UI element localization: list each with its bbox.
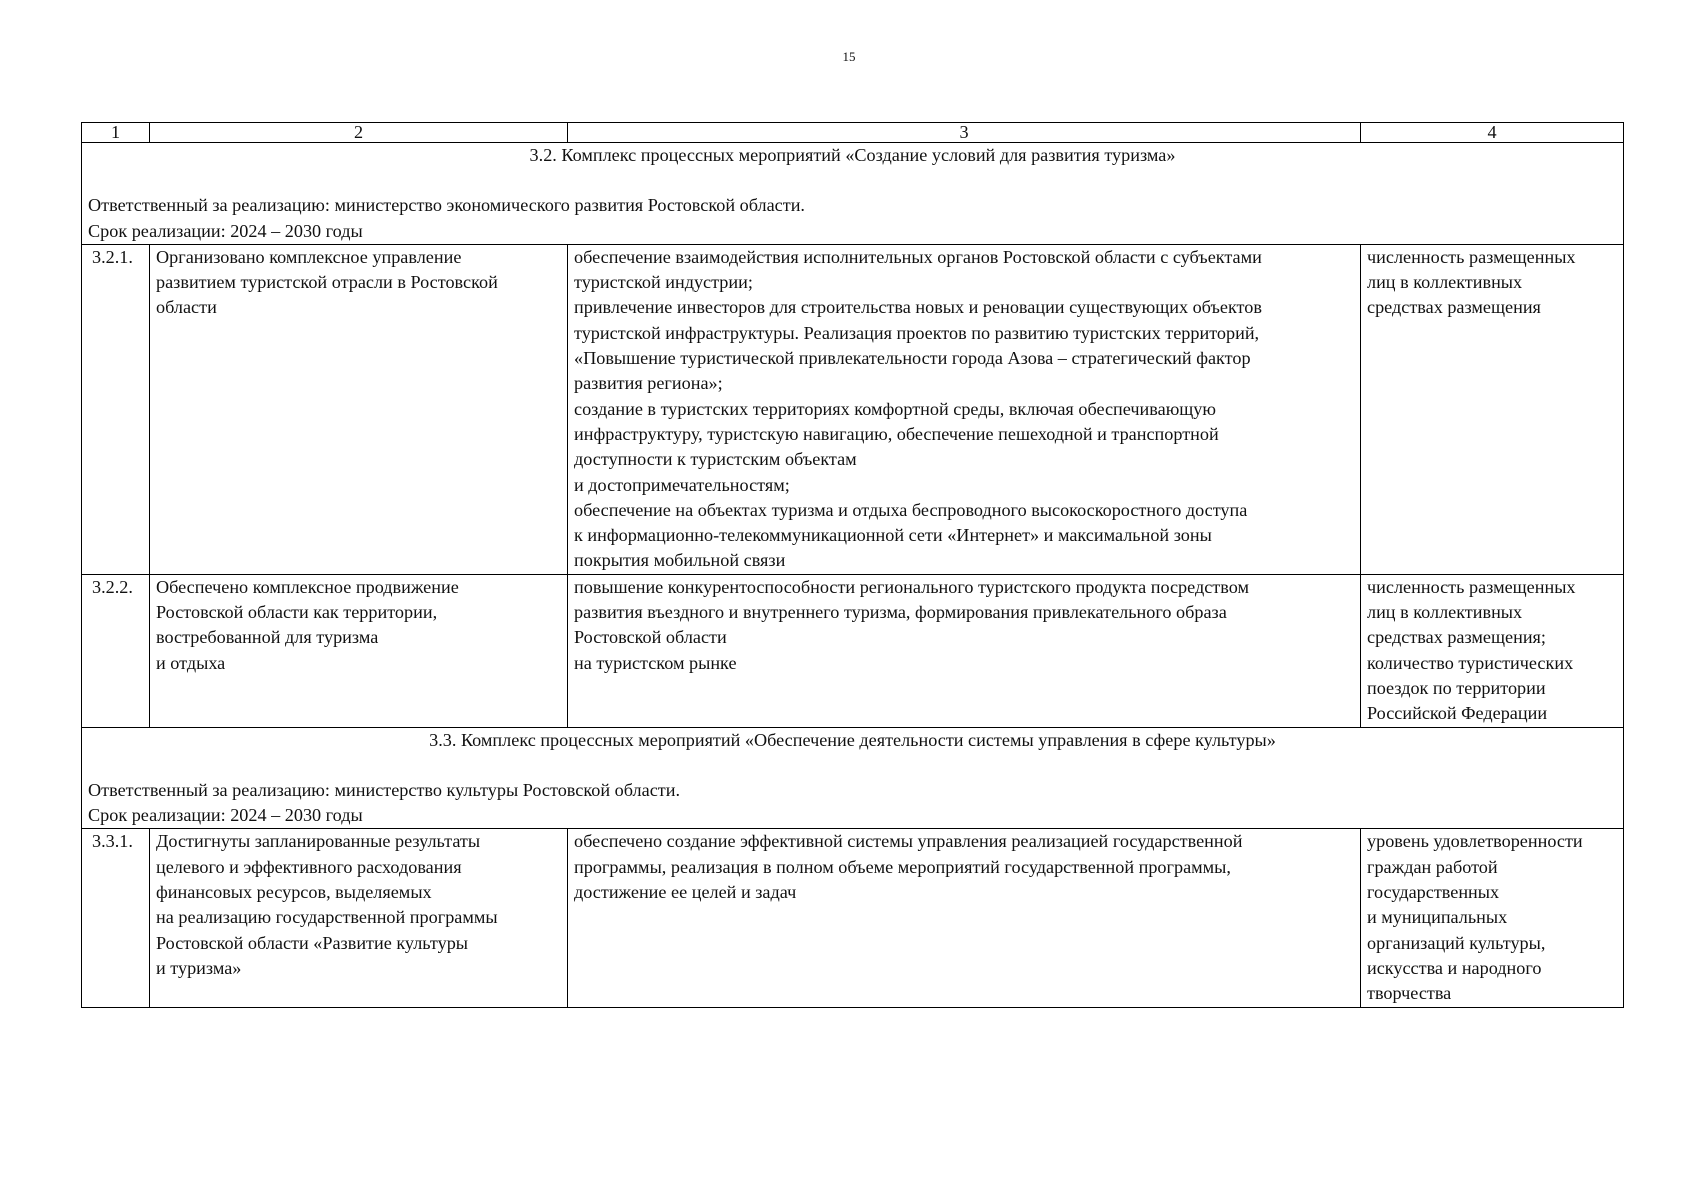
text-line: Ростовской области «Развитие культуры <box>156 932 469 953</box>
text-line: количество туристических <box>1367 652 1574 673</box>
text-line: востребованной для туризма <box>156 627 379 648</box>
text-line: Российской Федерации <box>1367 703 1548 724</box>
text-line: целевого и эффективного расходования <box>156 856 462 877</box>
text-line: искусства и народного <box>1367 957 1542 978</box>
row-number: 3.3.1. <box>82 829 150 1007</box>
text-line: покрытия мобильной связи <box>574 550 786 571</box>
text-line: уровень удовлетворенности <box>1367 831 1583 852</box>
indicator-cell <box>1361 244 1624 574</box>
text-line: поездок по территории <box>1367 677 1546 698</box>
table-header-row <box>82 123 1624 143</box>
table-row <box>82 829 1624 1007</box>
text-line: создание в туристских территориях комфортной среды, включая обеспечивающую <box>574 398 1216 419</box>
text-line: повышение конкурентоспособности регионального туристского продукта посредством <box>574 576 1249 597</box>
text-line: программы, реализация в полном объеме мероприятий государственной программы, <box>574 856 1231 877</box>
text-line: Обеспечено комплексное продвижение <box>156 576 459 597</box>
text-line: численность размещенных <box>1367 576 1576 597</box>
text-line: и отдыха <box>156 652 226 673</box>
description-cell <box>568 574 1361 727</box>
row-number: 3.2.2. <box>82 574 150 727</box>
header-cell-3: 3 <box>568 123 1361 143</box>
description-cell <box>568 829 1361 1007</box>
table-row <box>82 244 1624 574</box>
text-line: на реализацию государственной программы <box>156 907 498 928</box>
section-row <box>82 727 1624 829</box>
text-line: и туризма» <box>156 957 242 978</box>
header-cell-2: 2 <box>150 123 568 143</box>
section-row <box>82 143 1624 245</box>
text-line: Ростовской области как территории, <box>156 602 438 623</box>
page-number: 15 <box>842 49 856 64</box>
section-term: Срок реализации: 2024 – 2030 годы <box>88 220 363 241</box>
description-cell <box>568 244 1361 574</box>
text-line: обеспечено создание эффективной системы управления реализацией государственной <box>574 831 1243 852</box>
indicator-cell <box>1361 829 1624 1007</box>
text-line: Организовано комплексное управление <box>156 246 462 267</box>
text-line: на туристском рынке <box>574 652 737 673</box>
text-line: и муниципальных <box>1367 907 1508 928</box>
text-line: развития региона»; <box>574 373 723 394</box>
header-cell-4: 4 <box>1361 123 1624 143</box>
text-line: граждан работой <box>1367 856 1498 877</box>
text-line: туристской инфраструктуры. Реализация проектов по развитию туристских территорий, <box>574 322 1260 343</box>
text-line: финансовых ресурсов, выделяемых <box>156 882 432 903</box>
result-cell <box>150 829 568 1007</box>
text-line: организаций культуры, <box>1367 932 1546 953</box>
section-responsible: Ответственный за реализацию: министерство экономического развития Ростовской области. <box>88 195 805 216</box>
text-line: творчества <box>1367 983 1452 1004</box>
text-line: инфраструктуру, туристскую навигацию, обеспечение пешеходной и транспортной <box>574 423 1219 444</box>
section-cell <box>82 143 1624 245</box>
section-cell <box>82 727 1624 829</box>
row-number: 3.2.1. <box>82 244 150 574</box>
text-line: средствах размещения; <box>1367 627 1546 648</box>
text-line: и достопримечательностям; <box>574 474 790 495</box>
text-line: средствах размещения <box>1367 297 1541 318</box>
section-title: 3.3. Комплекс процессных мероприятий «Обеспечение деятельности системы управления в сфере культуры» <box>429 729 1276 750</box>
text-line: «Повышение туристической привлекательности города Азова – стратегический фактор <box>574 348 1251 369</box>
result-cell <box>150 244 568 574</box>
section-responsible: Ответственный за реализацию: министерство культуры Ростовской области. <box>88 779 680 800</box>
text-line: туристской индустрии; <box>574 272 753 293</box>
text-line: обеспечение на объектах туризма и отдыха беспроводного высокоскоростного доступа <box>574 499 1248 520</box>
text-line: к информационно-телекоммуникационной сети «Интернет» и максимальной зоны <box>574 525 1212 546</box>
text-line: области <box>156 297 217 318</box>
text-line: государственных <box>1367 882 1500 903</box>
text-line: лиц в коллективных <box>1367 272 1523 293</box>
indicator-cell <box>1361 574 1624 727</box>
text-line: обеспечение взаимодействия исполнительных органов Ростовской области с субъектами <box>574 246 1262 267</box>
text-line: доступности к туристским объектам <box>574 449 857 470</box>
text-line: развития въездного и внутреннего туризма, формирования привлекательного образа <box>574 602 1227 623</box>
text-line: лиц в коллективных <box>1367 602 1523 623</box>
section-term: Срок реализации: 2024 – 2030 годы <box>88 805 363 826</box>
section-title: 3.2. Комплекс процессных мероприятий «Создание условий для развития туризма» <box>529 145 1176 165</box>
text-line: Ростовской области <box>574 627 727 648</box>
header-cell-1: 1 <box>82 123 150 143</box>
text-line: достижение ее целей и задач <box>574 882 797 903</box>
text-line: привлечение инвесторов для строительства новых и реновации существующих объектов <box>574 297 1262 318</box>
text-line: Достигнуты запланированные результаты <box>156 831 481 852</box>
result-cell <box>150 574 568 727</box>
program-table <box>81 122 1624 1008</box>
text-line: численность размещенных <box>1367 246 1576 267</box>
table-row <box>82 574 1624 727</box>
text-line: развитием туристской отрасли в Ростовской <box>156 272 498 293</box>
